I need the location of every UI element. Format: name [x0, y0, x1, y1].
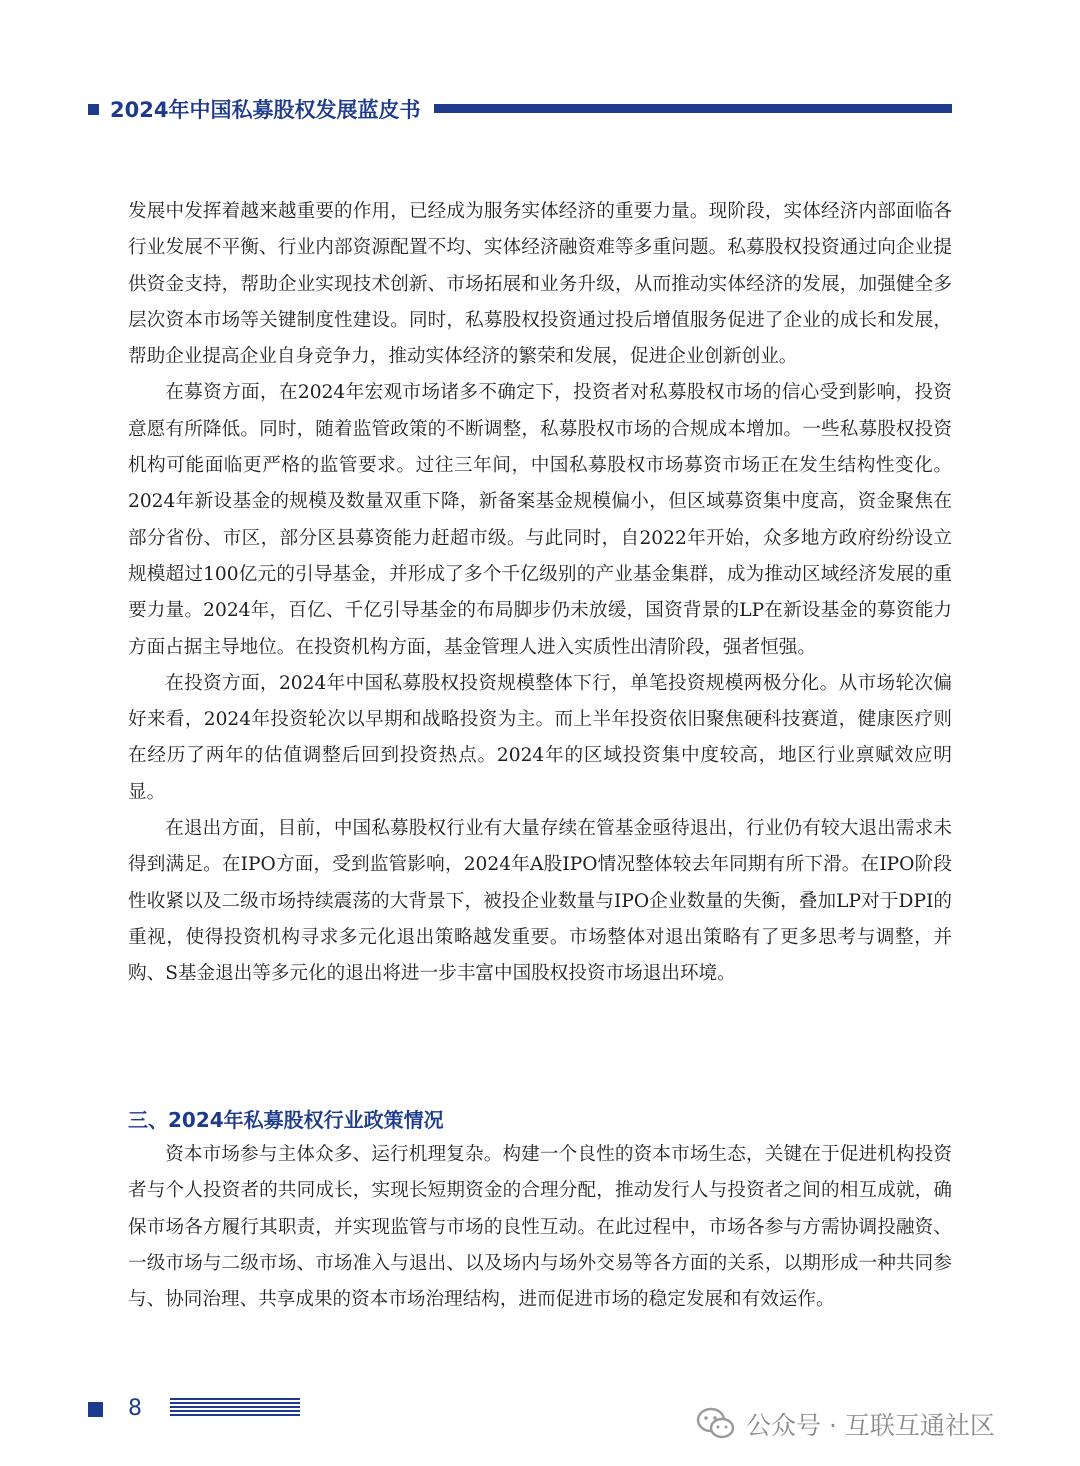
section-heading: 三、2024年私募股权行业政策情况 — [128, 1108, 444, 1132]
header-square-marker — [88, 104, 99, 115]
section-body — [128, 1137, 952, 1318]
header-rule — [434, 104, 952, 113]
document-title: 2024年中国私募股权发展蓝皮书 — [110, 98, 421, 122]
watermark-text: 公众号 · 互联互通社区 — [746, 1411, 995, 1440]
paragraph-exit: 在退出方面，目前，中国私募股权行业有大量存续在管基金亟待退出，行业仍有较大退出需求未得到满足。在IPO方面，受到监管影响，2024年A股IPO情况整体较去年同期有所下滑。在IPO阶段性收紧以及二级市场持续震荡的大背景下，被投企业数量与IPO企业数量的失衡，叠加LP对于DPI的重视，使得投资机构寻求多元化退出策略越发重要。市场整体对退出策略有了更多思考与调整，并购、S基金退出等多元化的退出将进一步丰富中国股权投资市场退出环境。 — [128, 818, 952, 985]
paragraph-continuation: 发展中发挥着越来越重要的作用，已经成为服务实体经济的重要力量。现阶段，实体经济内部面临各行业发展不平衡、行业内部资源配置不均、实体经济融资难等多重问题。私募股权投资通过向企业提供资金支持，帮助企业实现技术创新、市场拓展和业务升级，从而推动实体经济的发展，加强健全多层次资本市场等关键制度性建设。同时，私募股权投资通过投后增值服务促进了企业的成长和发展，帮助企业提高企业自身竞争力，推动实体经济的繁荣和发展，促进企业创新创业。 — [128, 201, 952, 368]
footer-decorative-lines — [170, 1398, 300, 1420]
page-number: 8 — [128, 1396, 142, 1421]
paragraph-policy: 资本市场参与主体众多、运行机理复杂。构建一个良性的资本市场生态，关键在于促进机构投资者与个人投资者的共同成长，实现长短期资金的合理分配，推动发行人与投资者之间的相互成就，确保市场各方履行其职责，并实现监管与市场的良性互动。在此过程中，市场各参与方需协调投融资、一级市场与二级市场、市场准入与退出、以及场内与场外交易等各方面的关系，以期形成一种共同参与、协同治理、共享成果的资本市场治理结构，进而促进市场的稳定发展和有效运作。 — [128, 1144, 952, 1311]
paragraph-investment: 在投资方面，2024年中国私募股权投资规模整体下行，单笔投资规模两极分化。从市场轮次偏好来看，2024年投资轮次以早期和战略投资为主。而上半年投资依旧聚焦硬科技赛道，健康医疗则在经历了两年的估值调整后回到投资热点。2024年的区域投资集中度较高，地区行业禀赋效应明显。 — [128, 672, 952, 803]
paragraph-fundraising: 在募资方面，在2024年宏观市场诸多不确定下，投资者对私募股权市场的信心受到影响，投资意愿有所降低。同时，随着监管政策的不断调整，私募股权市场的合规成本增加。一些私募股权投资机构可能面临更严格的监管要求。过往三年间，中国私募股权市场募资市场正在发生结构性变化。2024年新设基金的规模及数量双重下降，新备案基金规模偏小，但区域募资集中度高，资金聚焦在部分省份、市区，部分区县募资能力赶超市级。与此同时，自2022年开始，众多地方政府纷纷设立规模超过100亿元的引导基金，并形成了多个千亿级别的产业基金集群，成为推动区域经济发展的重要力量。2024年，百亿、千亿引导基金的布局脚步仍未放缓，国资背景的LP在新设基金的募资能力方面占据主导地位。在投资机构方面，基金管理人进入实质性出清阶段，强者恒强。 — [128, 382, 952, 658]
page-header — [88, 95, 952, 125]
wechat-icon — [696, 1407, 736, 1441]
wechat-watermark — [696, 1404, 995, 1444]
main-body — [128, 194, 952, 993]
footer-square-marker — [88, 1402, 103, 1417]
